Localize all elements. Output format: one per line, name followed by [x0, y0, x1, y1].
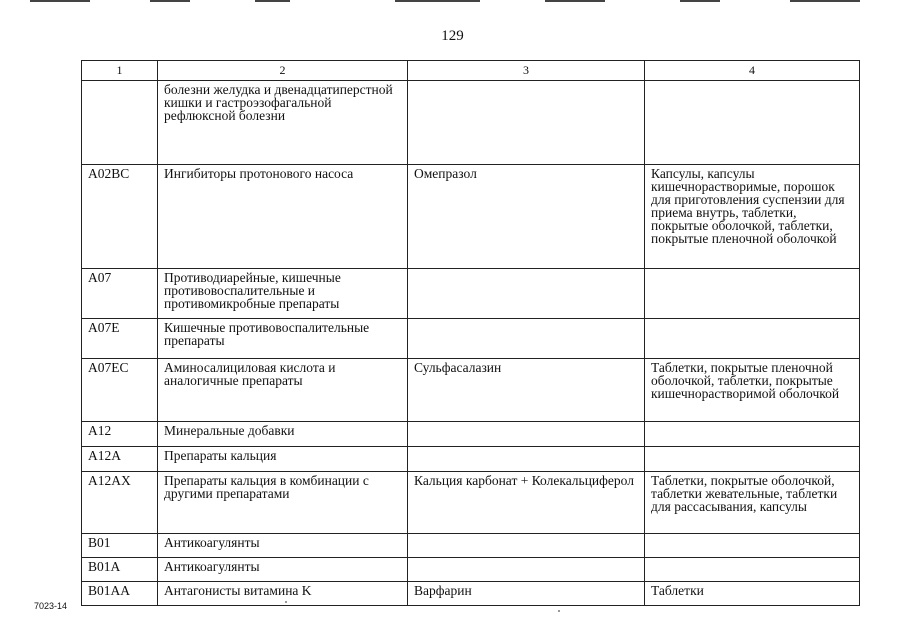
group-name-cell: Антагонисты витамина K: [158, 582, 408, 606]
atc-code-cell: [82, 81, 158, 165]
scan-speck: [558, 610, 560, 612]
table-row: [82, 165, 860, 269]
group-name-cell: Минеральные добавки: [158, 422, 408, 447]
atc-code-cell: A07E: [82, 319, 158, 359]
drug-name-cell: Варфарин: [408, 582, 645, 606]
dosage-form-cell: Таблетки, покрытые оболочкой, таблетки жевательные, таблетки для рассасывания, капсулы: [645, 472, 860, 534]
drug-name-cell: [408, 269, 645, 319]
drug-name-cell: Кальция карбонат + Колекальциферол: [408, 472, 645, 534]
footer-code: 7023-14: [34, 601, 68, 611]
group-name-cell: Кишечные противовоспалительные препараты: [158, 319, 408, 359]
dosage-form-cell: [645, 422, 860, 447]
table-row: [82, 447, 860, 472]
table-row: [82, 269, 860, 319]
dosage-form-cell: [645, 534, 860, 558]
drug-name-cell: [408, 81, 645, 165]
table-header-row: [82, 61, 860, 81]
page-number: 129: [441, 28, 464, 44]
dosage-form-cell: [645, 447, 860, 472]
group-name-cell: Антикоагулянты: [158, 534, 408, 558]
drug-table: [81, 60, 860, 606]
table-row: [82, 534, 860, 558]
group-name-cell: Противодиарейные, кишечные противовоспалительные и противомикробные препараты: [158, 269, 408, 319]
dosage-form-cell: [645, 81, 860, 165]
drug-name-cell: [408, 447, 645, 472]
atc-code-cell: A12: [82, 422, 158, 447]
header-col-4: 4: [645, 61, 860, 81]
dosage-form-cell: [645, 558, 860, 582]
table-row: [82, 319, 860, 359]
header-col-2: 2: [158, 61, 408, 81]
atc-code-cell: B01AA: [82, 582, 158, 606]
dosage-form-cell: Таблетки, покрытые пленочной оболочкой, таблетки, покрытые кишечнорастворимой оболочкой: [645, 359, 860, 422]
dosage-form-cell: [645, 269, 860, 319]
drug-name-cell: [408, 558, 645, 582]
group-name-cell: Препараты кальция: [158, 447, 408, 472]
header-col-3: 3: [408, 61, 645, 81]
dosage-form-cell: Капсулы, капсулы кишечнорастворимые, порошок для приготовления суспензии для приема внутрь, таблетки, покрытые оболочкой, таблетки, покрытые пленочной оболочкой: [645, 165, 860, 269]
group-name-cell: Препараты кальция в комбинации с другими препаратами: [158, 472, 408, 534]
table-row: [82, 582, 860, 606]
atc-code-cell: A12AX: [82, 472, 158, 534]
atc-code-cell: A07EC: [82, 359, 158, 422]
atc-code-cell: A02BC: [82, 165, 158, 269]
atc-code-cell: A12A: [82, 447, 158, 472]
atc-code-cell: B01: [82, 534, 158, 558]
group-name-cell: Антикоагулянты: [158, 558, 408, 582]
table-row: [82, 422, 860, 447]
drug-name-cell: Омепразол: [408, 165, 645, 269]
table-row: [82, 472, 860, 534]
table-row: [82, 558, 860, 582]
header-col-1: 1: [82, 61, 158, 81]
dosage-form-cell: [645, 319, 860, 359]
scan-speck: [285, 601, 287, 603]
drug-name-cell: [408, 319, 645, 359]
drug-name-cell: [408, 534, 645, 558]
atc-code-cell: B01A: [82, 558, 158, 582]
drug-name-cell: Сульфасалазин: [408, 359, 645, 422]
dosage-form-cell: Таблетки: [645, 582, 860, 606]
group-name-cell: болезни желудка и двенадцатиперстной кишки и гастроэзофагальной рефлюксной болезни: [158, 81, 408, 165]
top-edge-marks: [0, 0, 905, 3]
table-row: [82, 81, 860, 165]
drug-name-cell: [408, 422, 645, 447]
group-name-cell: Аминосалициловая кислота и аналогичные препараты: [158, 359, 408, 422]
atc-code-cell: A07: [82, 269, 158, 319]
table-row: [82, 359, 860, 422]
group-name-cell: Ингибиторы протонового насоса: [158, 165, 408, 269]
